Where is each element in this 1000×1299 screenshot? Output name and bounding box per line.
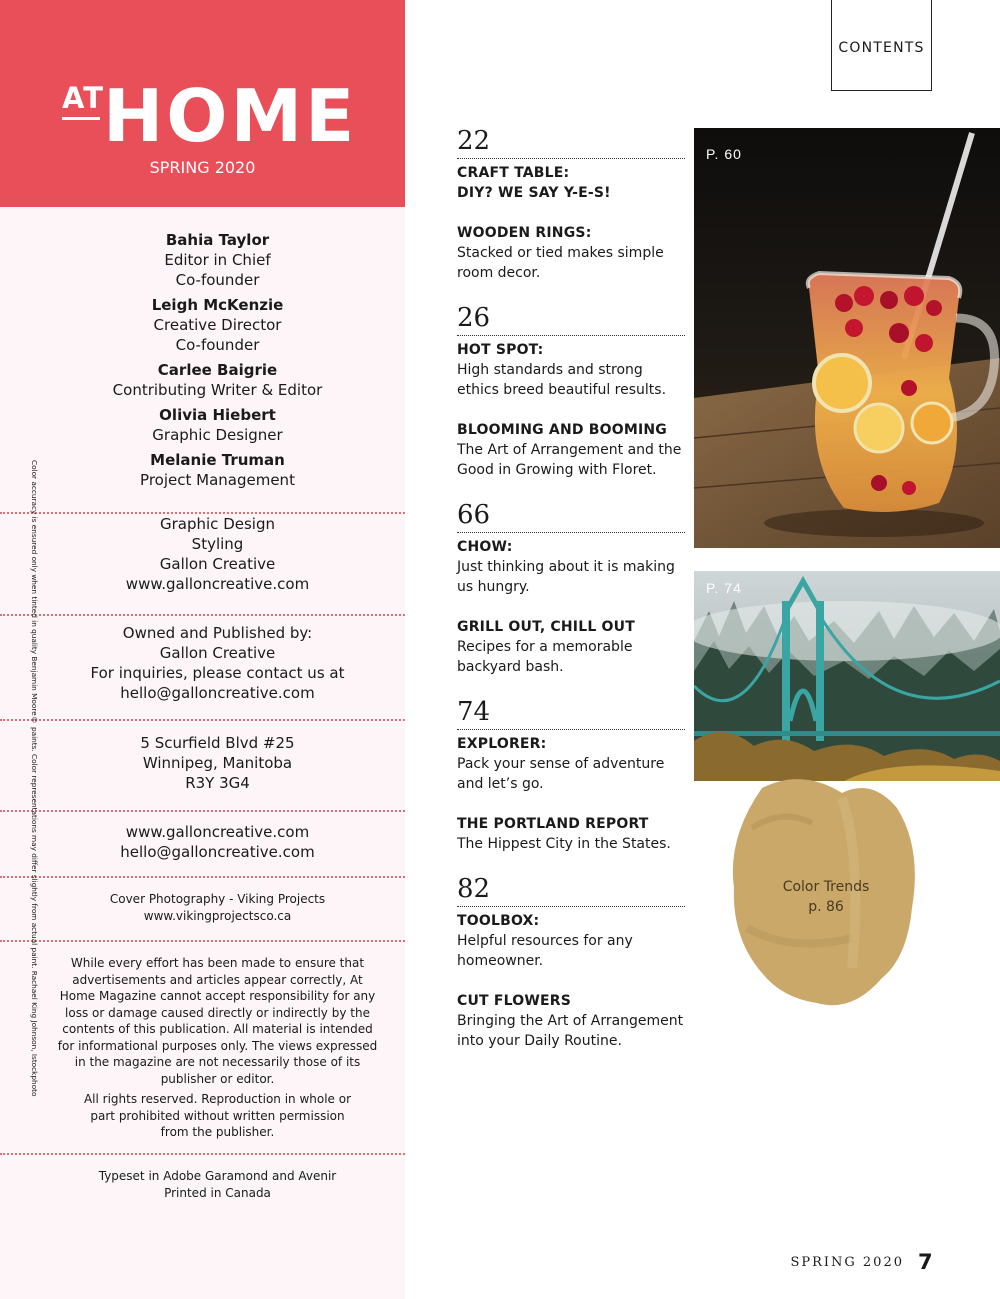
credit-line: Cover Photography - Viking Projects bbox=[109, 892, 326, 906]
staff-name: Bahia Taylor bbox=[165, 231, 270, 249]
staff-role: Co-founder bbox=[175, 271, 260, 289]
toc-section bbox=[457, 697, 685, 854]
toc-section bbox=[457, 874, 685, 1051]
dotted-divider bbox=[0, 810, 405, 812]
toc-entry-desc: Just thinking about it is making us hungry. bbox=[457, 559, 675, 595]
address-line: R3Y 3G4 bbox=[185, 774, 250, 792]
toc-entry-title: CRAFT TABLE: bbox=[457, 165, 570, 181]
page-number: 7 bbox=[918, 1250, 933, 1274]
logo-underline bbox=[62, 117, 100, 120]
toc-page-number: 74 bbox=[457, 697, 685, 730]
toc-section bbox=[457, 303, 685, 480]
staff-role: Graphic Designer bbox=[152, 426, 283, 444]
staff-member bbox=[30, 450, 405, 490]
email-link[interactable]: hello@galloncreative.com bbox=[120, 684, 315, 702]
email-link[interactable]: hello@galloncreative.com bbox=[120, 843, 315, 861]
toc-page-number: 22 bbox=[457, 126, 685, 159]
color-note-text: Color accuracy is ensured only when tinted in quality Benjamin Moore® paints. Color representations may differ slightly from actual paint. Rachael King Johnson, Istockphoto bbox=[30, 460, 39, 1097]
toc-section bbox=[457, 126, 685, 283]
dotted-divider bbox=[0, 1153, 405, 1155]
staff-role: Co-founder bbox=[175, 336, 260, 354]
table-of-contents bbox=[457, 126, 685, 1071]
bridge-illustration bbox=[694, 571, 1000, 781]
web-contacts bbox=[30, 822, 405, 862]
credit-line: Styling bbox=[191, 535, 244, 553]
staff-member bbox=[30, 405, 405, 445]
toc-entry[interactable] bbox=[457, 734, 685, 794]
dotted-divider bbox=[0, 876, 405, 878]
toc-entry-title: HOT SPOT: bbox=[457, 342, 544, 358]
staff-name: Olivia Hiebert bbox=[159, 406, 276, 424]
publisher-line: Owned and Published by: bbox=[122, 624, 313, 642]
toc-entry-desc: Bringing the Art of Arrangement into your Daily Routine. bbox=[457, 1013, 684, 1049]
toc-entry-title: EXPLORER: bbox=[457, 736, 547, 752]
publisher-line: For inquiries, please contact us at bbox=[90, 664, 345, 682]
toc-page-number: 82 bbox=[457, 874, 685, 907]
toc-entry-desc: Recipes for a memorable backyard bash. bbox=[457, 639, 633, 675]
toc-entry-desc: Pack your sense of adventure and let’s go. bbox=[457, 756, 665, 792]
staff-name: Melanie Truman bbox=[150, 451, 285, 469]
toc-entry[interactable] bbox=[457, 340, 685, 400]
staff-role: Creative Director bbox=[153, 316, 282, 334]
toc-entry-desc: Helpful resources for any homeowner. bbox=[457, 933, 633, 969]
dotted-divider bbox=[0, 940, 405, 942]
staff-list bbox=[30, 230, 405, 495]
issue-label: SPRING 2020 bbox=[149, 158, 256, 177]
drink-illustration bbox=[694, 128, 1000, 548]
toc-entry-title: BLOOMING AND BOOMING bbox=[457, 422, 667, 438]
toc-entry[interactable] bbox=[457, 163, 685, 203]
staff-role: Contributing Writer & Editor bbox=[112, 381, 323, 399]
toc-entry-title: TOOLBOX: bbox=[457, 913, 540, 929]
address-line: 5 Scurfield Blvd #25 bbox=[140, 734, 295, 752]
website-link[interactable]: www.galloncreative.com bbox=[125, 823, 310, 841]
staff-member bbox=[30, 230, 405, 290]
toc-entry[interactable] bbox=[457, 911, 685, 971]
toc-entry-desc: DIY? WE SAY Y-E-S! bbox=[457, 185, 611, 201]
toc-entry-desc: The Hippest City in the States. bbox=[457, 836, 671, 852]
toc-entry[interactable] bbox=[457, 814, 685, 854]
contents-tab: CONTENTS bbox=[831, 0, 932, 91]
toc-entry[interactable] bbox=[457, 223, 685, 283]
publisher-info bbox=[30, 623, 405, 703]
website-link[interactable]: www.galloncreative.com bbox=[125, 575, 310, 593]
toc-entry[interactable] bbox=[457, 617, 685, 677]
color-trends-label bbox=[762, 877, 890, 917]
toc-entry-desc: The Art of Arrangement and the Good in Growing with Floret. bbox=[457, 442, 682, 478]
disclaimer bbox=[55, 955, 380, 1141]
footer-issue: SPRING 2020 bbox=[790, 1255, 904, 1270]
toc-entry-title: GRILL OUT, CHILL OUT bbox=[457, 619, 635, 635]
drink-photo[interactable] bbox=[694, 128, 1000, 548]
logo-home: HOME bbox=[103, 74, 358, 158]
design-credits bbox=[30, 514, 405, 594]
toc-entry-title: CUT FLOWERS bbox=[457, 993, 572, 1009]
typeset-line: Typeset in Adobe Garamond and Avenir bbox=[98, 1169, 337, 1183]
photo-credits bbox=[30, 891, 405, 925]
toc-page-number: 66 bbox=[457, 500, 685, 533]
staff-role: Project Management bbox=[140, 471, 295, 489]
disclaimer-text: While every effort has been made to ensure that advertisements and articles appear correctly, At Home Magazine cannot accept responsibility for any loss or damage caused directly or indirectly by the contents of this publication. All material is intended for informational purposes only. The views expressed in the magazine are not necessarily those of its publisher or editor. bbox=[57, 956, 378, 1086]
swatch-page: p. 86 bbox=[808, 899, 844, 915]
website-link[interactable]: www.vikingprojectsco.ca bbox=[143, 909, 292, 923]
toc-section bbox=[457, 500, 685, 677]
bridge-photo-label: P. 74 bbox=[706, 580, 742, 596]
staff-member bbox=[30, 295, 405, 355]
publisher-line: Gallon Creative bbox=[159, 644, 276, 662]
toc-entry[interactable] bbox=[457, 537, 685, 597]
toc-entry[interactable] bbox=[457, 991, 685, 1051]
logo-at: AT bbox=[62, 81, 104, 115]
drink-photo-label: P. 60 bbox=[706, 146, 742, 162]
staff-member bbox=[30, 360, 405, 400]
masthead bbox=[0, 0, 405, 207]
staff-name: Leigh McKenzie bbox=[151, 296, 284, 314]
credit-line: Gallon Creative bbox=[159, 555, 276, 573]
staff-role: Editor in Chief bbox=[164, 251, 271, 269]
toc-entry-desc: High standards and strong ethics breed beautiful results. bbox=[457, 362, 667, 398]
toc-page-number: 26 bbox=[457, 303, 685, 336]
swatch-title: Color Trends bbox=[782, 879, 870, 895]
address-line: Winnipeg, Manitoba bbox=[142, 754, 293, 772]
bridge-photo[interactable] bbox=[694, 571, 1000, 781]
toc-entry-desc: Stacked or tied makes simple room decor. bbox=[457, 245, 664, 281]
dotted-divider bbox=[0, 614, 405, 616]
staff-name: Carlee Baigrie bbox=[157, 361, 278, 379]
credit-line: Graphic Design bbox=[160, 515, 275, 533]
toc-entry-title: CHOW: bbox=[457, 539, 513, 555]
address bbox=[30, 733, 405, 793]
rights-text: All rights reserved. Reproduction in whole or part prohibited without written permission from the publisher. bbox=[83, 1092, 352, 1139]
printed-line: Printed in Canada bbox=[164, 1186, 271, 1200]
dotted-divider bbox=[0, 719, 405, 721]
vertical-color-note bbox=[28, 460, 40, 1120]
toc-entry[interactable] bbox=[457, 420, 685, 480]
typeset-info bbox=[30, 1168, 405, 1202]
toc-entry-title: THE PORTLAND REPORT bbox=[457, 816, 649, 832]
toc-entry-title: WOODEN RINGS: bbox=[457, 225, 592, 241]
